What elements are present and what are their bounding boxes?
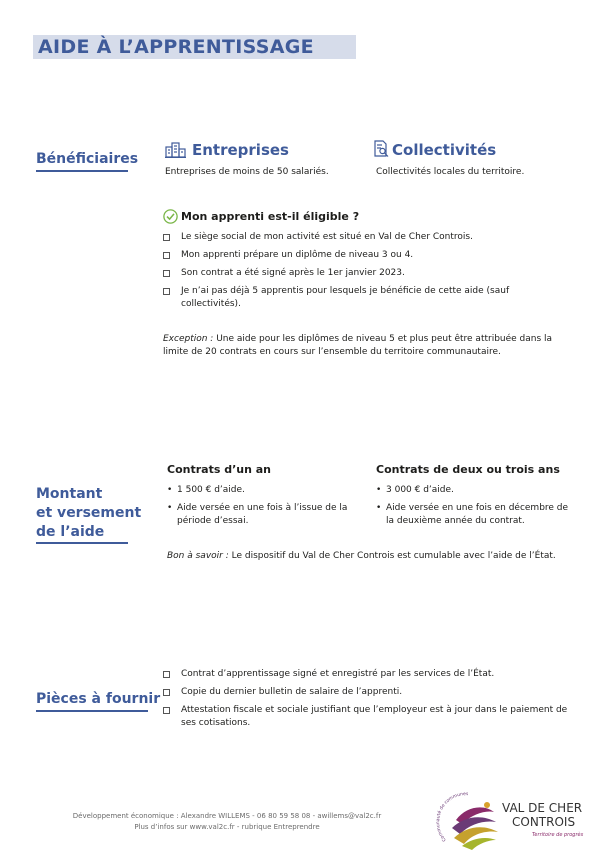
- section-label-line: Montant: [36, 486, 103, 502]
- entreprises-title: Entreprises: [192, 141, 289, 159]
- note-label: Bon à savoir :: [167, 551, 229, 561]
- collectivites-title: Collectivités: [392, 141, 497, 159]
- checkbox[interactable]: [163, 689, 170, 696]
- bullet-dot: •: [167, 485, 173, 495]
- document-search-icon: [373, 140, 390, 162]
- section-label-beneficiaires: [36, 150, 138, 169]
- checkbox[interactable]: [163, 234, 170, 241]
- section-label-text: Bénéficiaires: [36, 151, 139, 167]
- eligibility-item-text: Je n’ai pas déjà 5 apprentis pour lesquels je bénéficie de cette aide (sauf collectivités).: [181, 286, 510, 309]
- checkbox[interactable]: [163, 252, 170, 259]
- pieces-item-text: Contrat d’apprentissage signé et enregistré par les services de l’État.: [181, 669, 495, 679]
- exception-label: Exception :: [163, 334, 214, 344]
- col2-bullet: [376, 484, 454, 497]
- logo-arc-text: Communauté de communes: [436, 792, 469, 842]
- section-label-pieces: [36, 690, 160, 709]
- checkbox[interactable]: [163, 671, 170, 678]
- checkbox[interactable]: [163, 288, 170, 295]
- col1-title: Contrats d’un an: [167, 463, 272, 476]
- checkbox[interactable]: [163, 707, 170, 714]
- entreprises-text: Entreprises de moins de 50 salariés.: [165, 167, 329, 177]
- logo-name-line1: VAL DE CHER: [502, 801, 583, 815]
- bullet-dot: •: [376, 485, 382, 495]
- bullet-text: Aide versée en une fois en décembre de la deuxième année du contrat.: [386, 503, 569, 526]
- bullet-text: 3 000 € d’aide.: [386, 485, 454, 495]
- col1-bullet: [167, 484, 245, 497]
- pieces-item: [163, 668, 494, 681]
- section-underline: [36, 542, 128, 544]
- pieces-item-text: Attestation fiscale et sociale justifiant que l’employeur est à jour dans le paiement de ses cotisations.: [181, 705, 568, 728]
- exception-text: Une aide pour les diplômes de niveau 5 et plus peut être attribuée dans la limite de 20 contrats en cours sur l’ensemble du territoire communautaire.: [163, 334, 553, 357]
- bullet-dot: •: [376, 503, 382, 513]
- checkbox[interactable]: [163, 270, 170, 277]
- page-title: AIDE À L’APPRENTISSAGE: [38, 36, 314, 58]
- collectivites-text: Collectivités locales du territoire.: [376, 167, 525, 177]
- bon-a-savoir-note: [167, 550, 556, 563]
- footer-contact: Développement économique : Alexandre WILLEMS - 06 80 59 58 08 - awillems@val2c.fr: [72, 812, 382, 820]
- pieces-item-text: Copie du dernier bulletin de salaire de l’apprenti.: [181, 687, 403, 697]
- eligibility-item-text: Son contrat a été signé après le 1er janvier 2023.: [181, 268, 405, 278]
- col2-bullet: [376, 502, 572, 527]
- bullet-dot: •: [167, 503, 173, 513]
- section-label-line: de l’aide: [36, 524, 105, 540]
- pieces-item: [163, 686, 402, 699]
- pieces-item: [163, 704, 573, 729]
- col2-title: Contrats de deux ou trois ans: [376, 463, 560, 476]
- val-de-cher-logo: [436, 792, 596, 856]
- eligibility-item: [163, 285, 563, 310]
- logo-name-line2: CONTROIS: [512, 815, 576, 829]
- section-underline: [36, 170, 128, 172]
- note-text: Le dispositif du Val de Cher Controis est cumulable avec l’aide de l’État.: [228, 551, 556, 561]
- logo-tagline: Territoire de progrès: [532, 832, 584, 838]
- section-underline: [36, 710, 148, 712]
- eligibility-item-text: Le siège social de mon activité est situé en Val de Cher Controis.: [181, 232, 473, 242]
- footer-website: Plus d’infos sur www.val2c.fr - rubrique Entreprendre: [134, 823, 320, 831]
- check-circle-icon: [163, 209, 178, 228]
- eligibility-title: Mon apprenti est-il éligible ?: [181, 210, 360, 223]
- bullet-text: 1 500 € d’aide.: [177, 485, 245, 495]
- building-icon: [165, 141, 187, 162]
- section-label-line: et versement: [36, 505, 142, 521]
- eligibility-item: [163, 231, 473, 244]
- section-label-montant: [36, 485, 141, 542]
- col1-bullet: [167, 502, 357, 527]
- eligibility-item: [163, 249, 413, 262]
- eligibility-item-text: Mon apprenti prépare un diplôme de niveau 3 ou 4.: [181, 250, 414, 260]
- bullet-text: Aide versée en une fois à l’issue de la période d’essai.: [177, 503, 348, 526]
- section-label-text: Pièces à fournir: [36, 691, 161, 707]
- exception-note: [163, 333, 568, 358]
- eligibility-item: [163, 267, 405, 280]
